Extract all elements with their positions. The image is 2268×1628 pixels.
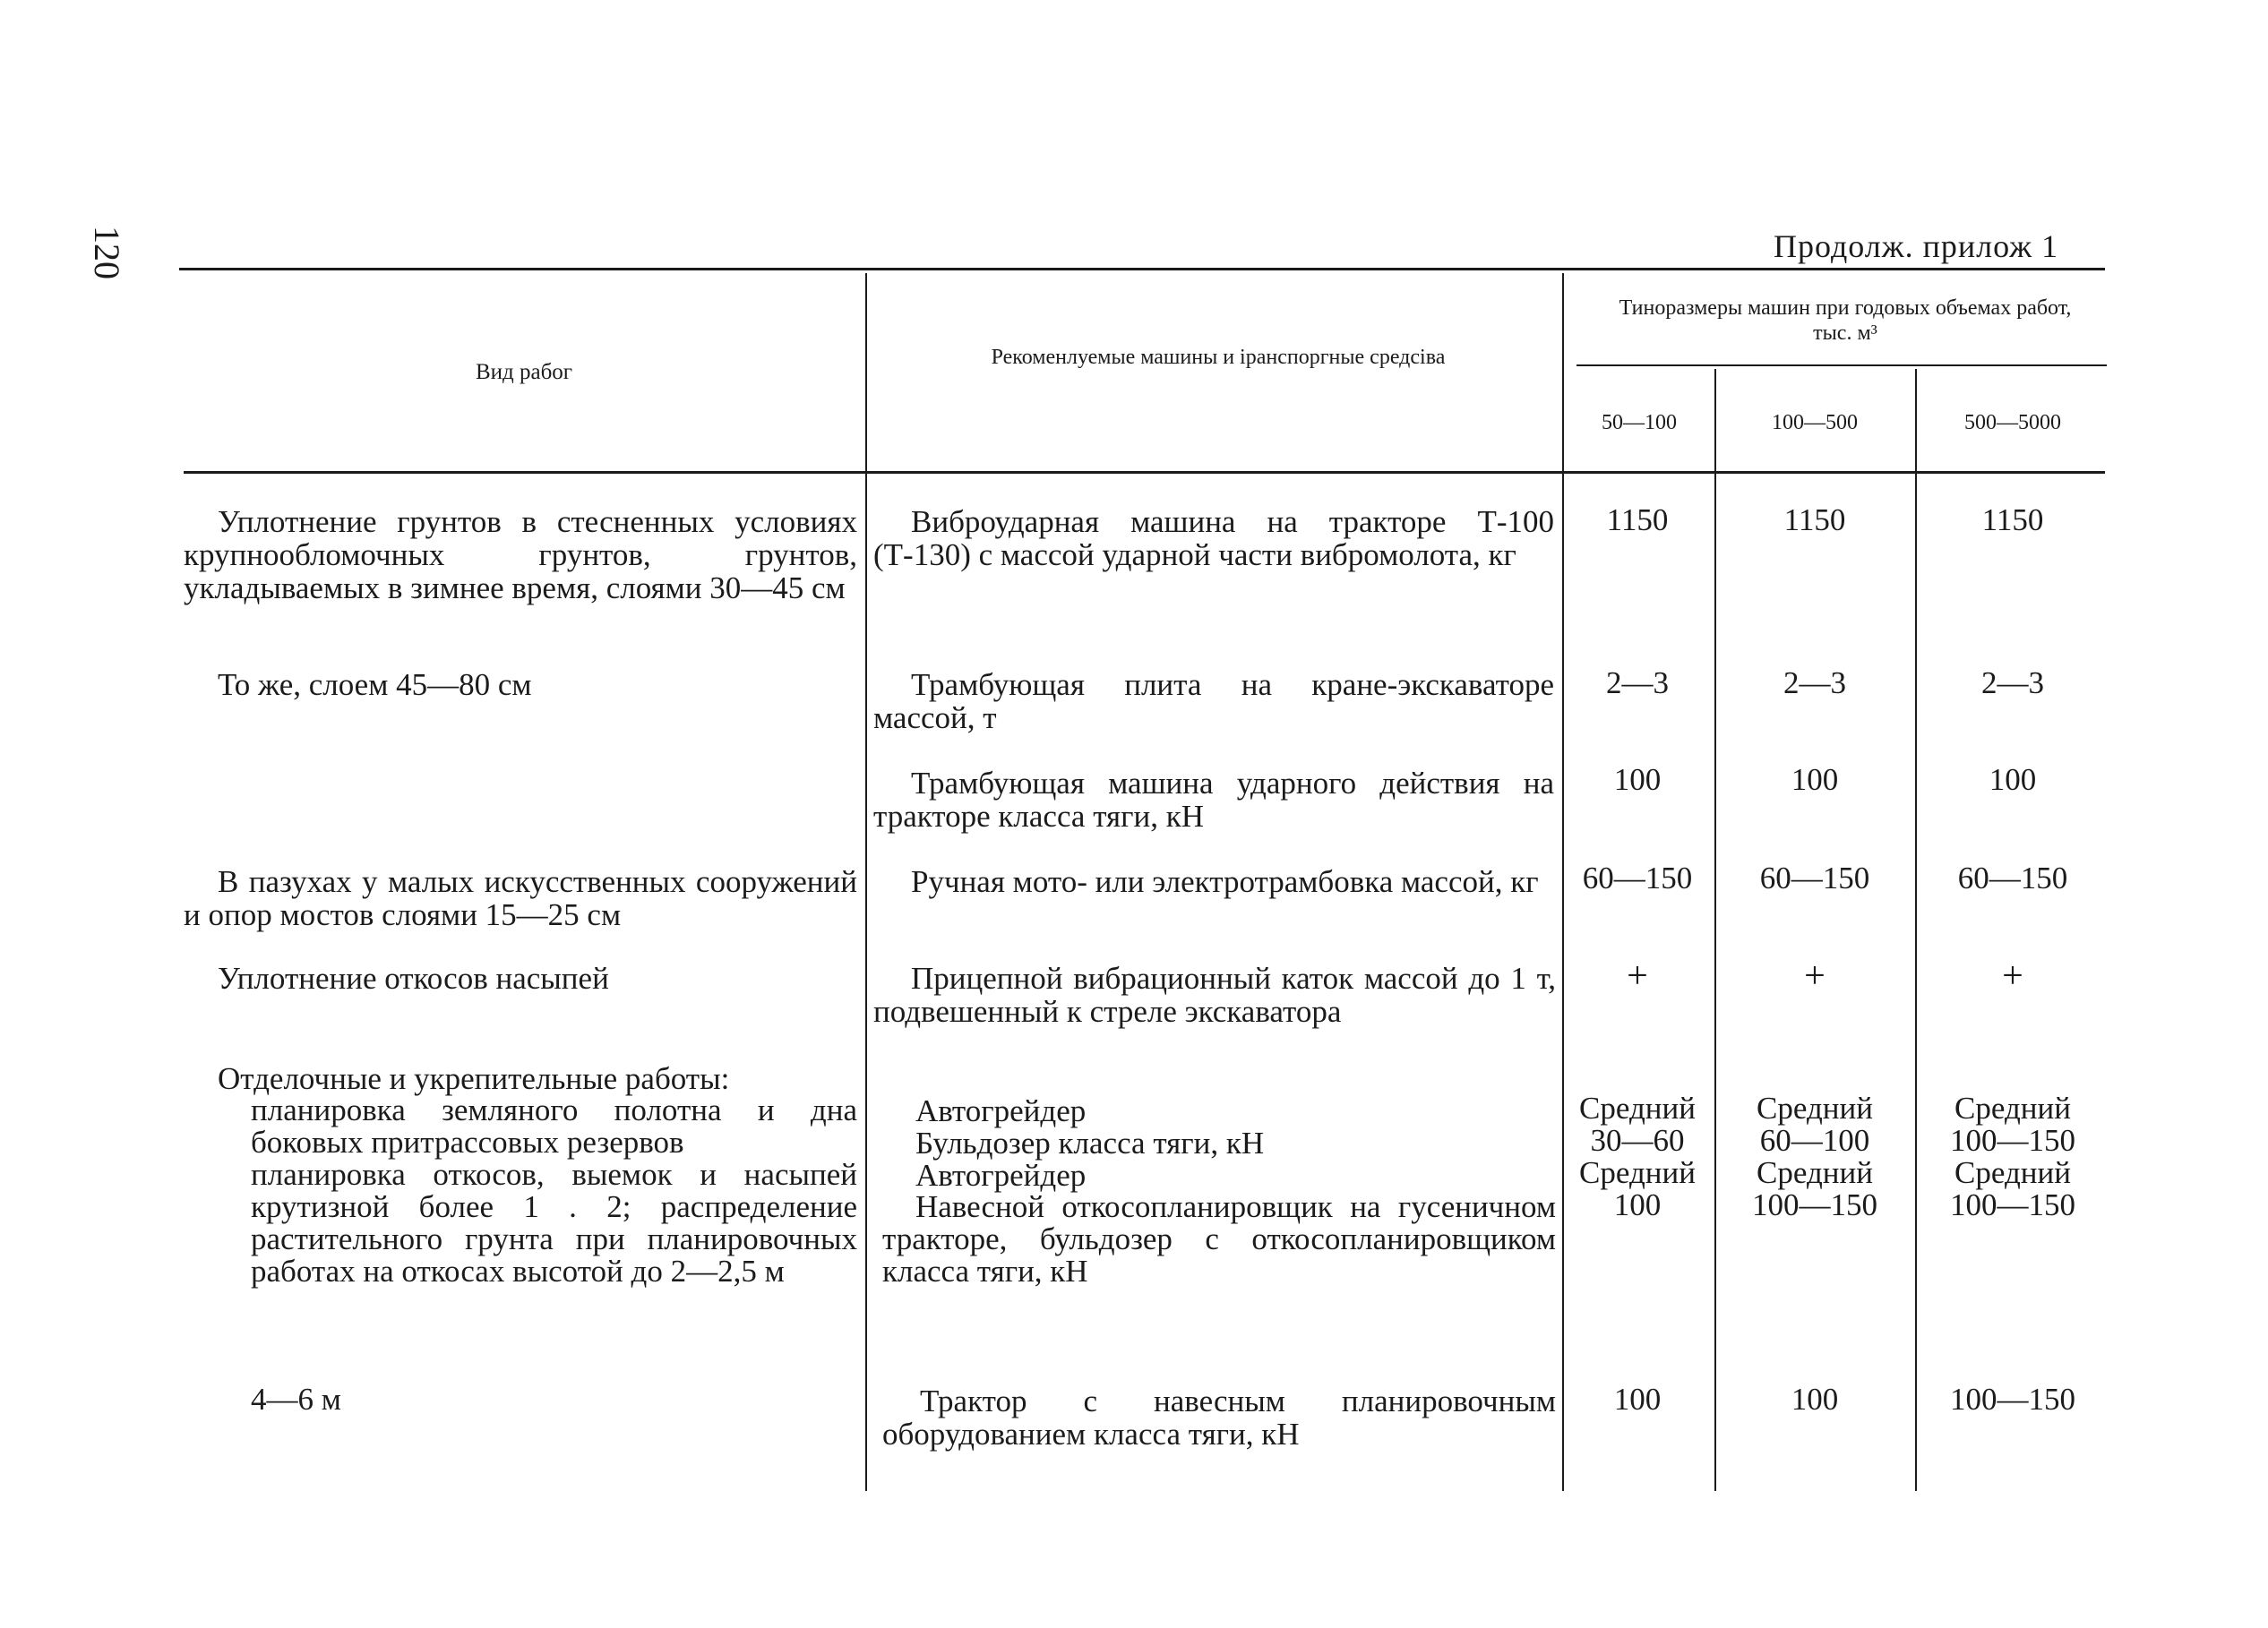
column-divider-3 bbox=[1714, 369, 1716, 1491]
header-work-type: Вид рабог bbox=[475, 360, 573, 384]
column-divider-2 bbox=[1562, 273, 1564, 1491]
table-row-5-value-1: + bbox=[1627, 955, 1648, 997]
column-divider-4 bbox=[1915, 369, 1917, 1491]
table-row-6-machine-3: Автогрейдер bbox=[915, 1158, 1087, 1193]
table-row-6-value-1d: 100 bbox=[1613, 1187, 1662, 1222]
table-row-2-value-1: 2—3 bbox=[1606, 665, 1669, 700]
table-row-4-machine: Ручная мото- или электротрамбовка массой, кг bbox=[911, 864, 1539, 899]
table-row-7-value-2: 100 bbox=[1791, 1382, 1839, 1417]
header-sub-2: 100—500 bbox=[1772, 411, 1858, 434]
header-bottom-rule bbox=[184, 471, 2105, 474]
table-row-1-value-1: 1150 bbox=[1606, 502, 1669, 537]
table-row-6-value-2d: 100—150 bbox=[1752, 1187, 1877, 1222]
column-divider-1 bbox=[865, 273, 867, 1491]
table-row-5-value-3: + bbox=[2002, 955, 2023, 997]
continuation-label: Продолж. прилож 1 bbox=[1774, 228, 2059, 264]
table-row-6-machine-2: Бульдозер класса тяги, кН bbox=[915, 1126, 1265, 1161]
table-row-5-work: Уплотнение откосов насыпей bbox=[218, 961, 609, 996]
table-row-5-value-2: + bbox=[1804, 955, 1826, 997]
table-row-6-value-2a: Средний bbox=[1757, 1091, 1873, 1126]
table-row-2-value-3: 2—3 bbox=[1981, 665, 2044, 700]
table-row-3-machine: Трамбующая машина ударного действия на тракторе класса тяги, кН bbox=[873, 766, 1554, 834]
table-row-5-machine: Прицепной вибрационный каток массой до 1 т, подвешенный к стреле экскаватора bbox=[873, 961, 1556, 1029]
table-row-6-value-3c: Средний bbox=[1954, 1155, 2071, 1190]
page-number: 120 bbox=[87, 226, 127, 279]
table-row-6-machine-4: Навесной откосопланировщик на гусеничном тракторе, бульдозер с откосопланировщиком класса тяги, кН bbox=[882, 1189, 1556, 1289]
table-row-3-value-1: 100 bbox=[1613, 762, 1662, 797]
table-top-rule bbox=[179, 268, 2105, 270]
table-row-6-machine-1: Автогрейдер bbox=[915, 1093, 1087, 1128]
table-row-4-value-2: 60—150 bbox=[1759, 861, 1870, 895]
table-row-3-value-3: 100 bbox=[1989, 762, 2037, 797]
header-sub-3: 500—5000 bbox=[1964, 411, 2061, 434]
table-row-3-value-2: 100 bbox=[1791, 762, 1839, 797]
table-row-6-value-3b: 100—150 bbox=[1950, 1123, 2075, 1158]
table-row-4-work: В пазухах у малых искусственных сооружений и опор мостов слоями 15—25 см bbox=[184, 864, 857, 932]
table-row-1-work: Уплотнение грунтов в стесненных условиях крупнообломочных грунтов, грунтов, укладываемых в зимнее время, слоями 30—45 см bbox=[184, 504, 857, 605]
header-group: Тиноразмеры машин при годовых объемах работ, тыс. м³ bbox=[1619, 296, 2072, 345]
header-machines: Рекоменлуемые машины и іранспоргные средсіва bbox=[991, 346, 1446, 369]
table-row-2-work: То же, слоем 45—80 см bbox=[218, 667, 532, 702]
table-row-7-work: 4—6 м bbox=[251, 1382, 341, 1417]
table-row-1-value-2: 1150 bbox=[1783, 502, 1846, 537]
header-sub-1: 50—100 bbox=[1602, 411, 1677, 434]
table-row-2-machine: Трамбующая плита на кране-экскаваторе массой, т bbox=[873, 667, 1554, 735]
table-row-6-value-3a: Средний bbox=[1954, 1091, 2071, 1126]
table-row-6-value-2b: 60—100 bbox=[1759, 1123, 1870, 1158]
table-row-4-value-3: 60—150 bbox=[1957, 861, 2068, 895]
table-row-1-value-3: 1150 bbox=[1981, 502, 2044, 537]
table-row-2-value-2: 2—3 bbox=[1783, 665, 1846, 700]
table-row-6-value-1b: 30—60 bbox=[1590, 1123, 1685, 1158]
table-row-6-work-a: планировка земляного полотна и дна боковых притрассовых резервов bbox=[251, 1092, 857, 1160]
table-row-4-value-1: 60—150 bbox=[1582, 861, 1693, 895]
table-row-6-value-2c: Средний bbox=[1757, 1155, 1873, 1190]
table-row-6-value-1a: Средний bbox=[1579, 1091, 1696, 1126]
table-row-6-work-title: Отделочные и укрепительные работы: bbox=[218, 1061, 730, 1096]
subheader-rule bbox=[1576, 364, 2107, 366]
table-row-1-machine: Виброударная машина на тракторе Т-100 (Т-130) с массой ударной части вибромолота, кг bbox=[873, 504, 1554, 572]
table-row-7-value-3: 100—150 bbox=[1950, 1382, 2075, 1417]
table-row-6-value-3d: 100—150 bbox=[1950, 1187, 2075, 1222]
table-row-7-value-1: 100 bbox=[1613, 1382, 1662, 1417]
table-row-6-work-b: планировка откосов, выемок и насыпей крутизной более 1 . 2; распределение растительного грунта при планировочных работах на откосах высотой до 2—2,5 м bbox=[251, 1157, 857, 1289]
table-row-6-value-1c: Средний bbox=[1579, 1155, 1696, 1190]
table-row-7-machine: Трактор с навесным планировочным оборудованием класса тяги, кН bbox=[882, 1384, 1556, 1452]
